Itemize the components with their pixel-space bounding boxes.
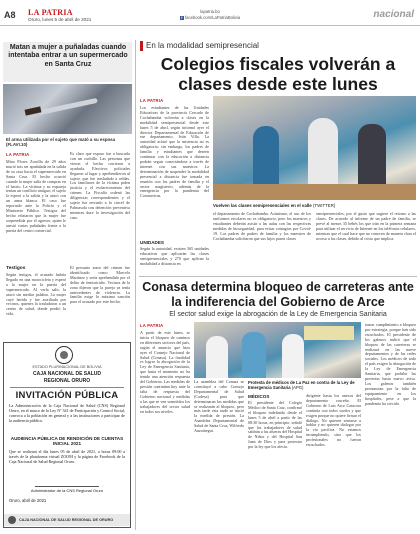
bottom-caption-text: Protesta de médicos de La Paz en contra de la Ley de Emergencia Sanitaria	[248, 380, 355, 390]
left-subhead: Testigos	[6, 266, 26, 271]
main-label: LA PATRIA	[140, 98, 164, 103]
bottom-label: LA PATRIA	[140, 323, 164, 328]
protest-banner	[304, 326, 354, 340]
ad-footer: CAJA NACIONAL DE SALUD REGIONAL DE ORURO	[19, 518, 114, 522]
knife-shape	[38, 98, 98, 115]
ad-seal-text: ESTADO PLURINACIONAL DE BOLIVIA	[32, 365, 102, 369]
main-photo	[213, 96, 416, 200]
left-label: LA PATRIA	[6, 152, 30, 157]
ad-closing: Oruro, abril de 2021	[9, 498, 47, 503]
ad-title: INVITACIÓN PÚBLICA	[15, 390, 119, 401]
bottom-photo	[194, 322, 361, 378]
page-number: A8	[4, 10, 16, 20]
protester-3	[282, 334, 304, 378]
bottom-col5: tomar cumplimiento a bloqueo por estrategia, porque han sido escuchados. El presidente de los galenos indicó que el bloqueo de las carreteras se realizará en las nueve departamentos y de las redes sociales. Los médicos de todo el país exigen la abrogación de la Ley de Emergencia Sanitaria, que prohíbe las protestas hasta nuevo aviso. Los galenos también pronuncian por la falta de equipamiento en los hospitales, pese a que la pandemia ha crecido.	[365, 323, 416, 406]
bottom-col2: La asamblea del Conasa se constituyó a cabo Consejo Departamental de Salud (Codesa) para que determinaran las medidas que se realizarán al bloqueo, pero más tarde esta tarde se inició la medida de presión. La Asamblea Departamental de Salud de Santa Cruz, Wilfredo Anzoátegui.	[194, 380, 244, 434]
main-kicker-bar	[140, 41, 143, 51]
social-text: facebook.com/LaPatriaBolivia	[185, 15, 241, 20]
main-caption-text: Vuelven las clases semipresenciales en el valle	[213, 203, 312, 208]
ad-signature: Administrador de la CNS Regional Oruro	[30, 488, 104, 493]
ad-org-line2: REGIONAL ORURO	[43, 378, 91, 384]
student-figure-2	[308, 118, 338, 188]
ad-signature-line	[35, 486, 99, 487]
bottom-col1: A partir de este lunes, se inicia el bloqueo de caminos en diferentes sectores del país, según el anuncio que hizo ayer el Consejo Nacional de Salud (Conasa). La finalidad es lograr la abrogación de la Ley de Emergencia Sanitaria, que hasta el momento no ha tenido una atención respuesta del Gobierno. Las medidas de presión continúan hoy ante la falta de respuesta del Gobierno nacional y medidas a las que se ven sometidos los trabajadores del sector salud en todos sus niveles.	[140, 331, 190, 414]
main-caption-credit: (TWITTER)	[312, 203, 336, 208]
main-col3: semipresenciales, por el gusto que sugiere el retorno a las clases. De acuerdo al informe de un padre de familia, se prevé al menos 35 bebés los que irán en la primera semana para utilizar el servicio de Internet en los teléfonos celulares, mientras que el cual hace que no conocen de manera clara el acceso a las clases, debido al costo que implica.	[316, 212, 416, 241]
section-name: nacional	[373, 9, 414, 20]
seal-inner	[60, 351, 68, 359]
social-handle	[160, 15, 260, 20]
ad-details: Que se realizará el día lunes 05 de abril de 2021, a horas 09:00 a través de la plataforma virtual ZOOM y la página de Facebook de la Caja Nacional de Salud Regional Oruro.	[9, 450, 125, 464]
left-deck: El arma utilizada por el sujeto que mató a su esposa (FLAVI.10)	[6, 137, 116, 148]
left-col1: Mina Flores Zorrilla de 29 años murió tras ser apuñalada en la salida de su casa hacia el supermercado en Santa Cruz. El hecho ocurrió cuando la mujer salía de compras en el barrio. La víctima y su expareja tenían un conflicto antiguo; el sujeto la esperó a la salida y la atacó con un arma blanca. El caso fue reportado ante la Policía y el Ministerio Público. Testigos del hecho relataron que la mujer fue sorprendida por el agresor, quien le asestó varias puñaladas frente a la puerta del centro comercial.	[6, 160, 66, 233]
bottom-col4: dirigente hasta los anexos del departamento cruceño. El Gobierno de Luis Arce Catacora continúa con todos sordos y que exigen porque no quiere firmar el diálogo. No quieren sentarse a hablar y no quieren dialogar por la vía pacífica. No estamos incumpliendo, sino que los profesionales no fueron escuchados.	[306, 394, 361, 448]
bottom-caption-credit: (APG)	[291, 385, 304, 390]
bottom-caption	[248, 380, 361, 390]
website: lapatria.bo	[200, 9, 220, 14]
story-separator	[139, 276, 417, 277]
main-col2: Según la autoridad, existen 365 unidades educativas que aplicarán las clases semipresenciales y 270 que aplican la modalidad a distancia en	[140, 247, 209, 266]
masthead: LA PATRIA	[28, 8, 73, 17]
left-col4: El presunto autor del crimen fue identificado como Marcelo Martínez y sería aprehendido por el delito de feminicidio. Vecinos de la zona dijeron que la pareja ya tenía antecedentes de violencia. La familia exige la máxima sanción para el acusado por este hecho.	[70, 266, 130, 305]
bottom-headline: Conasa determina bloqueo de carreteras ante la indiferencia del Gobierno de Arce	[142, 280, 414, 309]
main-col1: Los estudiantes de las Unidades Educativas de la provincia Cercado de Cochabamba volverán a clases en la modalidad semipresencial desde este lunes 5 de abril, según informó ayer el director Departamental de Educación de ese departamento, Iván Villa. La autoridad aclaró que la asistencia no es obligatoria; sin embargo, los padres de familia y estudiantes que deseen continuar con la educación a distancia podrán seguir conectándose a través de internet con sus maestros. La determinación de suspender la modalidad presencial a distancia fue tomada en reunión con los padres de familia y el sector magisterio, además de la emergencia por la pandemia del Coronavirus.	[140, 106, 209, 199]
left-photo	[3, 84, 132, 134]
main-kicker: En la modalidad semipresencial	[146, 41, 259, 50]
ad-event: AUDIENCIA PÚBLICA DE RENDICIÓN DE CUENTAS INICIAL 2021	[10, 436, 124, 447]
protester-2	[242, 332, 266, 378]
ad-rule	[10, 387, 124, 388]
protester-1	[206, 336, 228, 378]
ad-body: La Administración de la Caja Nacional de Salud (CNS) Regional Oruro, en el marco de la Ley Nº 341 de Participación y Control Social, convoca a la población en general y a las instituciones a participar de la audiencia pública.	[9, 404, 125, 423]
header-rule	[0, 25, 420, 26]
left-col2: Es claro que esposo fue a buscarla con un cuchillo. Las personas que vieron el hecho corrieron a ayudarla. Efectivos policiales llegaron al lugar y aprehendieron al sujeto, que fue trasladado a celdas. Los familiares de la víctima piden justicia y el esclarecimiento del crimen. La Fiscalía ordenó las diligencias correspondientes y el sujeto fue enviado a la cárcel de Palmasola con detención preventiva mientras dure la investigación del caso.	[70, 152, 130, 220]
column-divider	[135, 40, 136, 530]
main-col2-intro: el departamento de Cochabamba. Asimismo, el uso de los uniformes escolares no es obligatorio; pero los maestros y estudiantes deberán asistir a las aulas con las respectivas medidas de bioseguridad, para evitar contagios por Covid-19. Los padres de padres de familia y los maestros de Cochabamba solicitaron que sus hijos pasen clases	[213, 212, 311, 241]
main-headline: Colegios fiscales volverán a clases desde este lunes	[160, 54, 396, 94]
left-col3: Según testigos, el acusado habría llegado en una motocicleta y esperó a la mujer en la puerta del supermercado. Al verla salir, la atacó sin mediar palabra. La mujer cayó herida y fue auxiliada por vecinos, quienes la trasladaron a un centro de salud, donde perdió la vida.	[6, 273, 66, 317]
desk-shape	[213, 184, 416, 200]
bottom-sub-medicos: MÉDICOS	[248, 394, 270, 399]
student-figure-1	[253, 126, 279, 186]
main-sub-unidades: UNIDADES	[140, 240, 164, 245]
seal-icon	[55, 346, 73, 364]
main-caption	[213, 203, 416, 208]
student-figure-3	[358, 124, 386, 188]
left-headline: Matan a mujer a puñaladas cuando intentaba entrar a un supermercado en Santa Cruz	[8, 44, 128, 68]
bottom-col3: El presidente del Colegio Médico de Santa Cruz, confirmó el bloqueo indefinido desde el lunes 5 de abril a partir de las 08:30 horas, en principio, señaló que los trabajadores de salud saldrán a las afueras del Hospital de Niños y del Hospital San Juan de Dios y para protestar por la ley que los afecta.	[248, 401, 302, 450]
ad-org-line1: CAJA NACIONAL DE SALUD	[32, 371, 102, 377]
ad-footer-logo-icon	[8, 516, 16, 524]
date-line: Oruro, lunes 5 de abril de 2021	[28, 17, 92, 22]
bottom-subhead: El sector salud exige la abrogación de la Ley de Emergencia Sanitaria	[169, 311, 387, 318]
facebook-icon: f	[181, 15, 183, 20]
